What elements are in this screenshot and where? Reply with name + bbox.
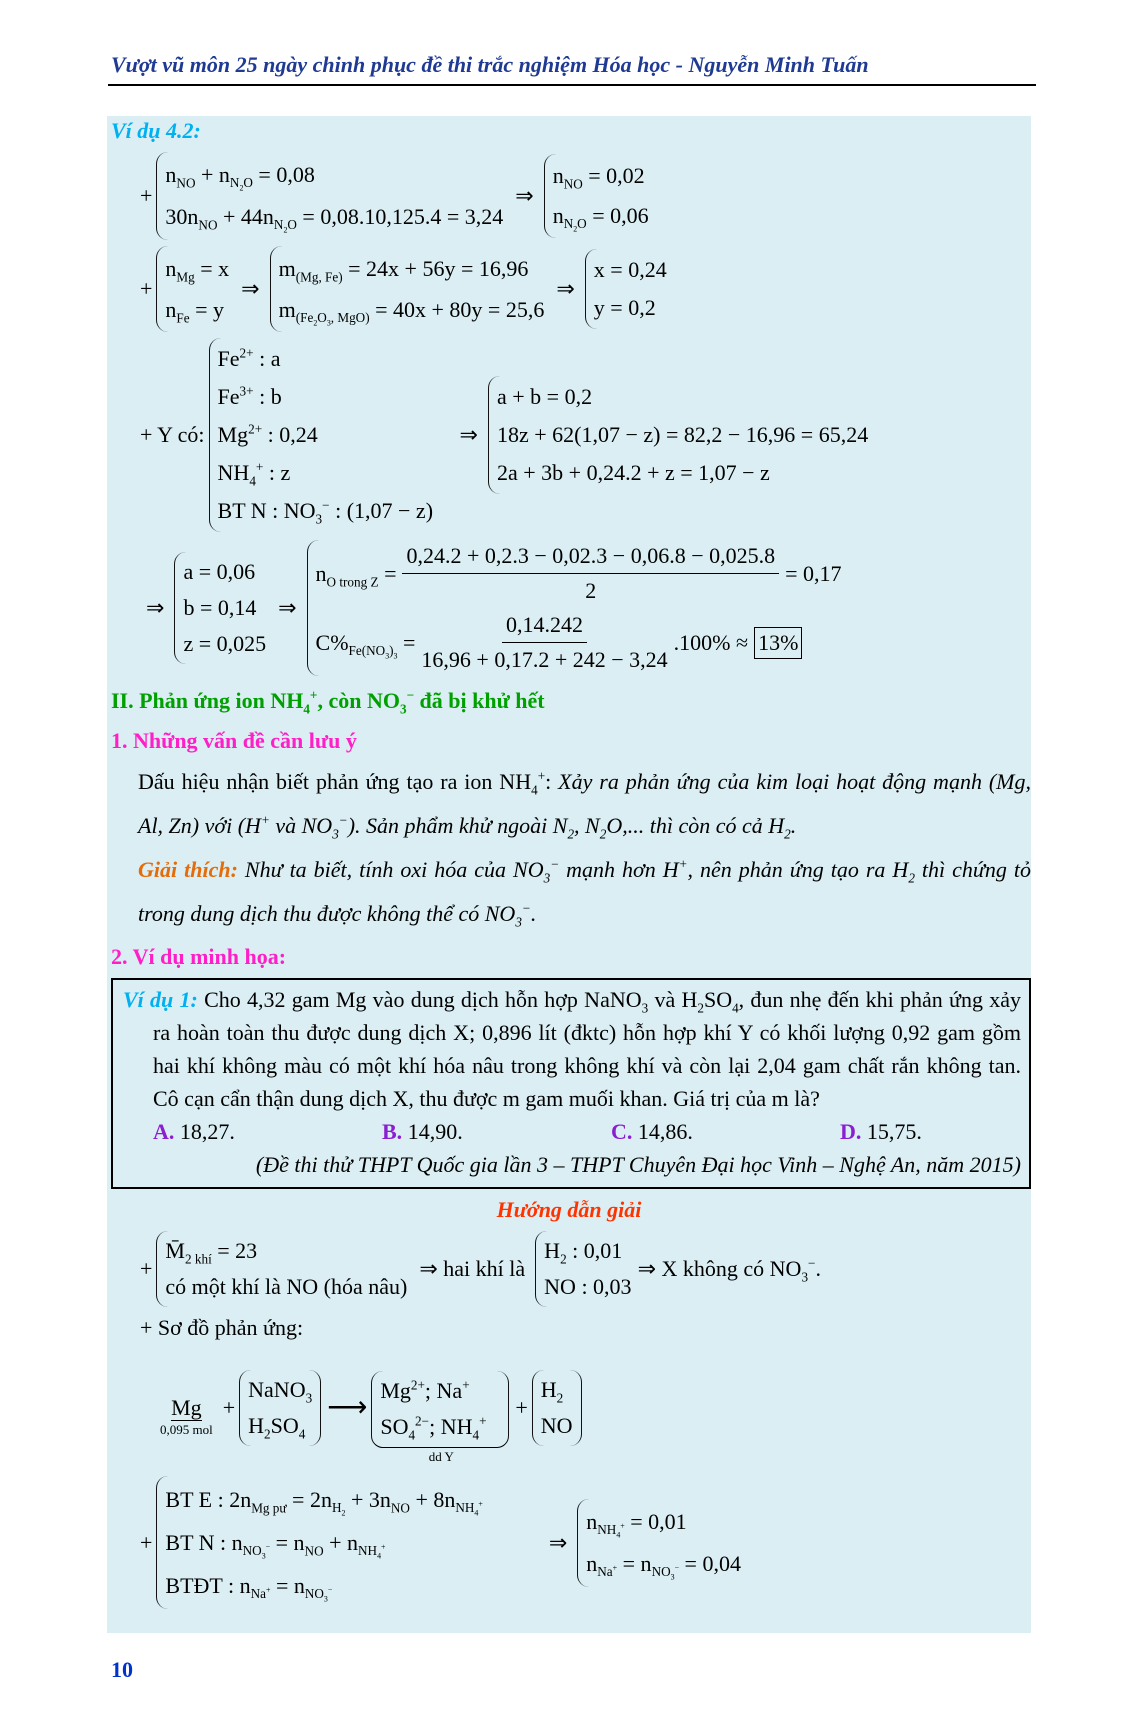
subscript: 3 [515,914,522,930]
fraction-lhs: $n_{O trong Z}$ = [315,560,397,589]
result-line: $n_{NO} = 0,02$ [552,163,645,192]
equation-line: $n_{NO} + n_{N_2O} = 0,08$ [165,162,315,194]
reactant: $H_2SO_4$ [248,1412,306,1441]
y-label: + Y có: [140,422,205,447]
superscript: − [406,687,415,703]
option-d[interactable] [840,1115,922,1148]
subscript: 3 [385,651,390,661]
superscript: − [265,1543,271,1552]
brace-system [156,246,229,332]
subscript: 4 [732,1000,739,1016]
option-value: 15,75. [861,1119,922,1144]
superscript: + [678,856,688,872]
equation-line: có một khí là NO (hóa nâu) [165,1274,408,1299]
implies-arrow: ⇒ [278,595,297,620]
question-label: Ví dụ 1: [123,987,198,1012]
result-line: x = 0,24 [593,257,667,282]
plus-sign: + [222,1394,236,1420]
fraction-result: = 0,17 [785,560,842,586]
subscript: 3 [332,826,339,842]
result-line: $n_{N_2O} = 0,06$ [552,203,649,235]
result-line: z = 0,025 [183,631,267,656]
subscript: 3 [543,870,551,886]
brace-result [544,154,649,238]
superscript: + [462,1377,470,1393]
option-value: 14,86. [632,1119,693,1144]
superscript: 3+ [239,383,254,399]
boxed-answer: 13% [754,627,802,659]
subscript: 4 [531,782,538,798]
subscript: Mg pư [251,1500,287,1516]
brace-system [209,338,448,532]
subscript: 4 [472,1427,480,1443]
subscript: Mg [176,269,195,285]
gases-group [532,1370,582,1446]
question-source: (Đề thi thử THPT Quốc gia lần 3 – THPT Chuyên Đại học Vinh – Nghệ An, năm 2015) [255,1152,1021,1177]
equation-system-1 [140,152,1031,240]
superscript: + [260,812,270,828]
subscript: NO3− [651,1563,680,1582]
brace-result [174,552,266,664]
subscript: NO [304,1543,324,1559]
question-text [123,983,1021,1115]
subscript: N2O [273,217,297,236]
subscript: NO [198,217,218,233]
superscript: 2+ [239,345,254,361]
equation-line: BT E : $2n_{Mg pư} = 2n_{H_2} + 3n_{NO} + 8n_{NH_4^+}$ [165,1487,483,1519]
reactants-group [239,1370,321,1446]
subscript: 4 [408,1427,416,1443]
subscript: Fe(NO3)3 [348,642,398,661]
subscript: 3 [305,1389,313,1405]
subscript: N2O [229,175,253,194]
plus-sign: + [140,276,153,301]
subscript: NH4+ [455,1500,483,1519]
subscript: 4 [298,1425,306,1441]
superscript: + [255,459,264,475]
option-letter: B. [382,1119,403,1144]
paragraph-text: Dấu hiệu nhận biết phản ứng tạo ra ion $NH_4^+$: [138,768,552,798]
subscript: 3 [261,1552,266,1562]
subscript: 2 khí [184,1251,212,1267]
header-rule [108,84,1036,86]
option-a[interactable] [153,1115,235,1148]
superscript: 2− [415,1413,430,1429]
subscript: 4 [249,473,256,489]
subscript: 2 [239,184,244,194]
mg-label: Mg [171,1395,202,1420]
subscript: Na+ [250,1586,271,1602]
denominator: 16,96 + 0,17.2 + 242 − 3,24 [421,647,668,672]
superscript: − [808,1255,816,1271]
result-line: $H_2$ : 0,01 [544,1238,623,1267]
reaction-arrow: ⟶ [327,1391,368,1423]
subscript: 3 [801,1269,809,1285]
subsection-heading-1: 1. Những vấn đề cần lưu ý [111,728,357,753]
section-heading: II. Phản ứng ion $NH_4^+$, còn $NO_3^-$ đã bị khử hết [111,687,545,717]
implies-arrow: ⇒ [548,1529,568,1555]
subscript: 3 [393,651,398,661]
implies-arrow: ⇒ [241,276,260,301]
subscript: 2 [908,870,915,886]
subscript: 2 [560,1251,567,1267]
subscript: 4 [474,1509,479,1519]
option-c[interactable] [611,1115,693,1148]
subscript: NO3− [304,1586,333,1605]
option-letter: C. [611,1119,633,1144]
subsection-heading-2: 2. Ví dụ minh họa: [111,944,287,969]
subscript: 2 [697,1000,704,1016]
brace-result [535,1231,631,1307]
reaction-scheme [160,1349,1031,1466]
conclusion-text: ⇒ X không có $NO_3^-$. [637,1255,821,1285]
implies-arrow: ⇒ [515,183,534,208]
result-line: 2a + 3b + 0,24.2 + z = 1,07 − z [496,460,770,485]
product: $SO_4^{2-}$; $NH_4^+$ [380,1413,487,1443]
example-label: Ví dụ 4.2: [111,118,201,143]
subscript: NH4+ [597,1521,625,1540]
superscript: − [521,900,531,916]
equation-system-2 [140,246,1031,332]
brace-system [156,152,503,240]
fraction-lhs: $C\%_{Fe(NO_3)_3}$ = [315,629,416,661]
fraction [421,611,667,674]
paragraph-italic: Xảy ra phản ứng của kim loại hoạt động mạnh (Mg, Al, Zn) với (H+ và $NO_3^-$). Sản phẩm khử ngoài $N_2$, $N_2O$,... thì còn có cả $H_2$. [138,769,1032,842]
fraction [402,542,779,605]
gas-system [140,1231,1031,1307]
superscript: − [338,812,348,828]
equation-line: BTĐT : $n_{Na^+} = n_{NO_3^-}$ [165,1573,333,1605]
plus-sign: + [140,1529,153,1555]
subscript: NH4+ [358,1543,386,1562]
denominator: 2 [585,578,597,603]
subscript: 3 [323,1595,328,1605]
paragraph-1 [138,760,1031,848]
subscript: 2 [283,226,288,236]
solution-y-label: dd Y [428,1449,454,1464]
option-b[interactable] [382,1115,463,1148]
brace-result [585,249,667,329]
gas: NO [540,1412,573,1438]
question-box [111,978,1031,1189]
equation-line: $n_{Fe} = y$ [165,297,225,326]
subscript: 2 [341,1509,346,1519]
ion-line: BT N : $NO_3^-$ : (1,07 − z) [217,497,434,527]
subscript: 3 [399,701,407,717]
gas: $H_2$ [540,1376,564,1405]
option-value: 18,27. [174,1119,235,1144]
mg-reactant [160,1396,213,1439]
subscript: NO [390,1500,410,1516]
ion-line: $NH_4^+$ : z [217,459,291,489]
superscript: 2+ [248,421,263,437]
subscript: 2 [264,1425,271,1441]
subscript: N2O [563,216,587,235]
equation-system-3 [140,338,1031,532]
equation-line: BT N : $n_{NO_3^-} = n_{NO} + n_{NH_4^+}$ [165,1530,386,1562]
implies-arrow: ⇒ [459,422,478,447]
result-line: NO : 0,03 [544,1274,632,1299]
brace-result [488,376,868,494]
equation-line: $30n_{NO} + 44n_{N_2O} = 0,08.10,125.4 = 3,24$ [165,204,504,236]
implies-arrow: ⇒ [556,276,575,301]
paragraph-italic: Như ta biết, tính oxi hóa của $NO_3^-$ mạnh hơn H+, nên phản ứng tạo ra $H_2$ thì chứng tỏ trong dung dịch thu được không thể có $NO_3^-$. [138,856,1032,930]
subscript: 2 [567,826,575,842]
subscript: 2 [313,319,318,329]
superscript: + [265,1586,271,1595]
superscript: + [479,1413,487,1429]
equation-line: $M̄_{2 khí} = 23$ [165,1238,258,1267]
subscript: NO [563,176,583,192]
subscript: 3 [641,1000,649,1016]
scheme-title: + Sơ đồ phản ứng: [140,1315,304,1340]
brace-system [307,540,842,676]
superscript: + [612,1563,618,1573]
subscript: (Mg, Fe) [295,269,343,285]
superscript: + [309,687,318,703]
subscript: 3 [670,1572,675,1582]
subscript: 4 [377,1552,382,1562]
subscript: NO [176,175,196,191]
products-group [371,1371,509,1448]
equation-line: $n_{Mg} = x$ [165,256,230,285]
result-line: $n_{NH_4^+} = 0,01$ [586,1508,687,1540]
superscript: − [327,1586,333,1595]
explanation-label: Giải thích: [138,857,238,882]
conservation-system [140,1476,1031,1609]
ion-line: $Fe^{3+}$ : b [217,383,282,409]
conclusion-text: ⇒ hai khí là [419,1256,526,1281]
result-line: $n_{Na^+} = n_{NO_3^-} = 0,04$ [586,1550,741,1582]
superscript: + [620,1521,625,1531]
brace-system [156,1231,407,1307]
superscript: − [322,497,330,513]
equation-system-4 [140,540,1031,676]
mg-amount: 0,095 mol [160,1422,213,1437]
equation-line: $m_{(Mg, Fe)} = 24x + 56y = 16,96$ [278,256,529,285]
plus-sign: + [515,1394,528,1420]
superscript: + [537,768,546,784]
superscript: − [674,1563,680,1573]
subscript: 4 [303,701,310,717]
reactant: NaNO$_3$ [248,1376,313,1405]
implies-arrow: ⇒ [146,595,165,620]
subscript: 2 [784,826,791,842]
subscript: Fe [176,310,190,326]
ion-line: $Fe^{2+}$ : a [217,345,281,371]
product: $Mg^{2+}$; Na+ [380,1377,470,1403]
answer-options [123,1115,1021,1148]
solution-background [107,116,1031,1633]
solution-title: Hướng dẫn giải [496,1197,642,1222]
result-line: a = 0,06 [183,559,256,584]
ion-line: $Mg^{2+}$ : 0,24 [217,421,318,447]
subscript: 4 [616,1530,621,1540]
subscript: 2 [599,826,607,842]
fraction-suffix: .100% ≈ [673,629,749,655]
products-with-label [367,1371,515,1466]
percent-fraction-line [316,611,842,674]
option-letter: D. [840,1119,862,1144]
subscript: (Fe2O3, MgO) [295,310,370,329]
superscript: 2+ [410,1377,425,1393]
brace-result [577,1499,741,1587]
numerator: 0,24.2 + 0,2.3 − 0,02.3 − 0,06.8 − 0,025.8 [402,542,779,574]
superscript: − [550,856,560,872]
plus-sign: + [140,1256,153,1281]
result-line: b = 0,14 [183,595,257,620]
subscript: 3 [315,511,323,527]
option-letter: A. [153,1119,175,1144]
subscript: H2 [331,1500,346,1519]
superscript: + [478,1500,483,1509]
running-header: Vượt vũ môn 25 ngày chinh phục đề thi trắc nghiệm Hóa học - Nguyễn Minh Tuấn [111,52,869,77]
result-line: 18z + 62(1,07 − z) = 82,2 − 16,96 = 65,24 [496,422,869,447]
plus-sign: + [140,183,153,208]
option-value: 14,90. [402,1119,463,1144]
paragraph-2 [138,848,1031,936]
subscript: 3 [326,319,331,329]
brace-system [156,1476,482,1609]
brace-system [270,246,545,332]
page-number: 10 [111,1657,133,1682]
oxygen-fraction-line [316,542,842,605]
subscript: Na+ [597,1563,618,1579]
subscript: 2 [556,1389,564,1405]
notes-paragraph [138,760,1031,936]
subscript: 2 [573,225,578,235]
question-body: Cho 4,32 gam Mg vào dung dịch hỗn hợp NaNO$_3$ và $H_2SO_4$, đun nhẹ đến khi phản ứng xảy ra hoàn toàn thu được dung dịch X; 0,896 lít (đktc) hỗn hợp khí Y có khối lượng 0,92 gam gồm hai khí không màu có một khí hóa nâu trong không khí và còn lại 2,04 gam chất rắn không tan. Cô cạn cẩn thận dung dịch X, thu được m gam muối khan. Giá trị của m là? [153,987,1021,1111]
numerator: 0,14.242 [502,611,587,643]
subscript: O trong Z [326,573,379,589]
equation-line: $m_{(Fe_2O_3, MgO)} = 40x + 80y = 25,6$ [278,297,545,329]
subscript: NO3− [242,1543,271,1562]
superscript: + [381,1543,386,1552]
result-line: a + b = 0,2 [496,384,593,409]
result-line: y = 0,2 [593,295,656,320]
